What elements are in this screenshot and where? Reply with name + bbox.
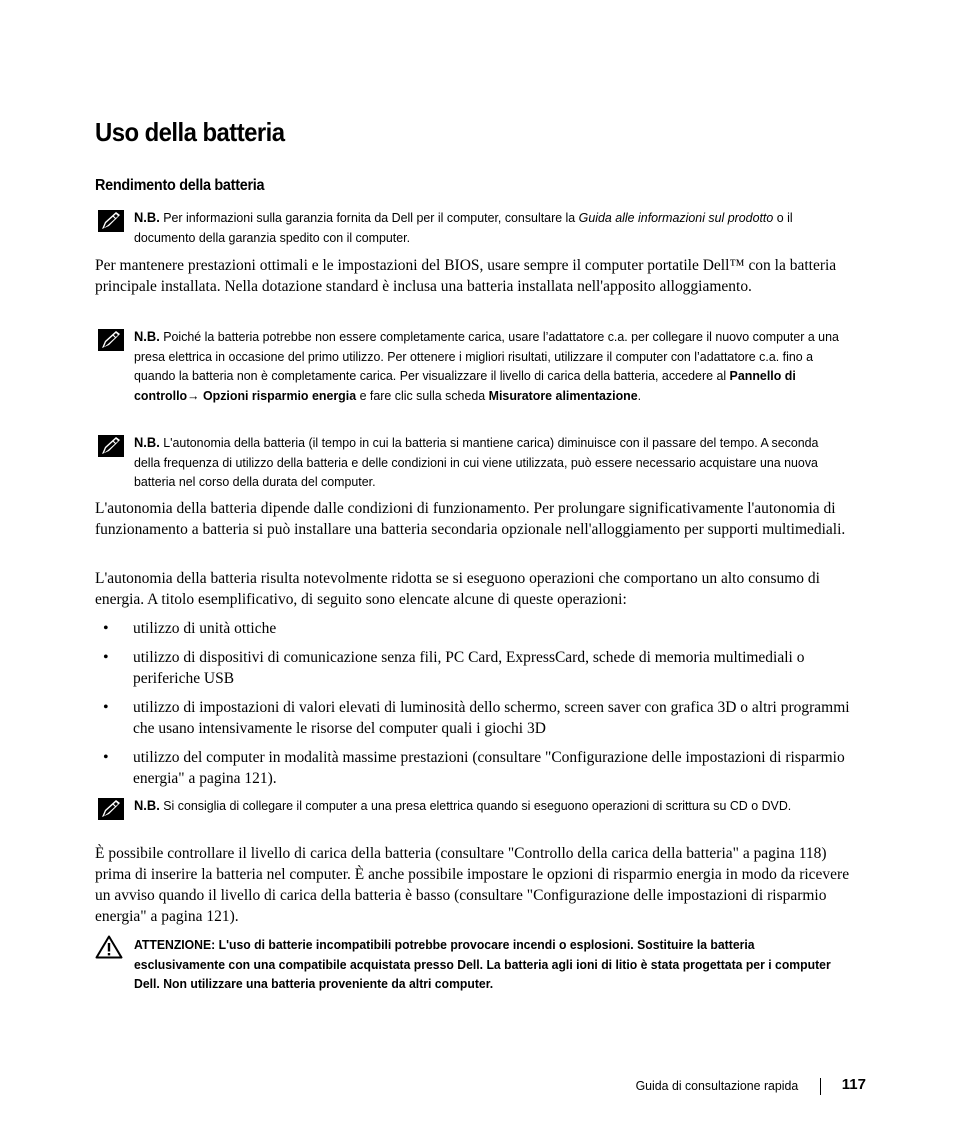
- note-label: N.B.: [134, 435, 160, 450]
- list-item: [95, 647, 860, 689]
- paragraph-text: È possibile controllare il livello di carica della batteria (consultare "Controllo della carica della batteria" a pagina 118) prima di inserire la batteria nel computer. È anche possibile impostare le opzioni di risparmio energia in modo da ricevere un avviso quando il livello di carica della batteria è basso (consultare "Configurazione delle impostazioni di risparmio energia" a pagina 121).: [95, 845, 850, 925]
- pencil-note-icon: [98, 435, 124, 457]
- note-text: .: [637, 387, 642, 403]
- warning-label: ATTENZIONE:: [134, 937, 216, 952]
- paragraph-high-consumption: [95, 568, 860, 610]
- warning-incompatible-batteries: [95, 935, 860, 994]
- list-item: [95, 618, 860, 639]
- paragraph-battery-intro: [95, 255, 860, 297]
- footer-guide-title: Guida di consultazione rapida: [635, 1078, 798, 1093]
- note-text: Si consiglia di collegare il computer a una presa elettrica quando si eseguono operazioni di scrittura su CD o DVD.: [163, 798, 792, 813]
- paragraph-charge-check: [95, 843, 860, 927]
- bullet-icon: •: [103, 749, 109, 766]
- note-text: e fare clic sulla scheda: [356, 387, 489, 403]
- bullet-icon: •: [103, 649, 109, 666]
- footer-divider: [820, 1078, 821, 1095]
- warning-triangle-icon: [95, 935, 123, 959]
- section-title: Rendimento della batteria: [95, 177, 265, 194]
- operations-list: [95, 618, 860, 797]
- note-text: Per informazioni sulla garanzia fornita da Dell per il computer, consultare la: [163, 210, 579, 225]
- power-options-link: Opzioni risparmio energia: [199, 387, 357, 403]
- page-footer: [560, 1076, 866, 1098]
- list-item: [95, 697, 860, 739]
- guide-title: Guida alle informazioni sul prodotto: [578, 210, 774, 225]
- pencil-note-icon: [98, 210, 124, 232]
- note-label: N.B.: [134, 210, 160, 225]
- page-title: Uso della batteria: [95, 117, 285, 147]
- note-text: Poiché la batteria potrebbe non essere completamente carica, usare l’adattatore c.a. per collegare il nuovo computer a una presa elettrica in occasione del primo utilizzo. Per ottenere i migliori risultati, utilizzare il computer con l’adattatore c.a. fino a quando la batteria non è completamente carica. Per visualizzare il livello di carica della batteria, accedere al: [134, 329, 839, 383]
- note-cd-dvd-writing: [95, 796, 860, 816]
- note-battery-lifetime: [95, 433, 860, 492]
- power-meter-tab: Misuratore alimentazione: [488, 387, 638, 403]
- list-item-text: utilizzo di impostazioni di valori elevati di luminosità dello schermo, screen saver con grafica 3D o altri programmi che usano intensivamente le risorse del computer quali i giochi 3D: [133, 699, 850, 737]
- note-first-charge: [95, 327, 860, 405]
- page-number: 117: [841, 1076, 866, 1093]
- note-label: N.B.: [134, 329, 160, 344]
- pencil-note-icon: [98, 798, 124, 820]
- note-warranty: [95, 208, 860, 247]
- bullet-icon: •: [103, 699, 109, 716]
- warning-text: L'uso di batterie incompatibili potrebbe provocare incendi o esplosioni. Sostituire la batteria esclusivamente con una compatibile acquistata presso Dell. La batteria agli ioni di litio è stata progettata per i computer Dell. Non utilizzare una batteria proveniente da altri computer.: [134, 937, 831, 991]
- pencil-note-icon: [98, 329, 124, 351]
- note-text: o il documento della garanzia spedito con il computer.: [134, 210, 793, 245]
- list-item-text: utilizzo di unità ottiche: [133, 620, 277, 637]
- paragraph-text: Per mantenere prestazioni ottimali e le impostazioni del BIOS, usare sempre il computer portatile Dell™ con la batteria principale installata. Nella dotazione standard è inclusa una batteria installata nell'apposito alloggiamento.: [95, 257, 837, 295]
- paragraph-text: L'autonomia della batteria risulta notevolmente ridotta se si eseguono operazioni che comportano un alto consumo di energia. A titolo esemplificativo, di seguito sono elencate alcune di queste operazioni:: [95, 570, 820, 608]
- note-text: L'autonomia della batteria (il tempo in cui la batteria si mantiene carica) diminuisce con il passare del tempo. A seconda della frequenza di utilizzo della batteria e delle condizioni in cui viene utilizzata, può essere necessario acquistare una nuova batteria nel corso della durata del computer.: [134, 435, 819, 489]
- arrow-icon: →: [187, 387, 200, 403]
- note-label: N.B.: [134, 798, 160, 813]
- paragraph-text: L'autonomia della batteria dipende dalle condizioni di funzionamento. Per prolungare significativamente l'autonomia di funzionamento a batteria si può installare una batteria secondaria opzionale nell'alloggiamento per supporti multimediali.: [95, 500, 846, 538]
- paragraph-operating-time: [95, 498, 860, 540]
- list-item-text: utilizzo di dispositivi di comunicazione senza fili, PC Card, ExpressCard, schede di memoria multimediali o periferiche USB: [133, 649, 805, 687]
- bullet-icon: •: [103, 620, 109, 637]
- list-item: [95, 747, 860, 789]
- control-panel-link: Pannello di controllo: [134, 368, 796, 403]
- list-item-text: utilizzo del computer in modalità massime prestazioni (consultare "Configurazione delle impostazioni di risparmio energia" a pagina 121).: [133, 749, 845, 787]
